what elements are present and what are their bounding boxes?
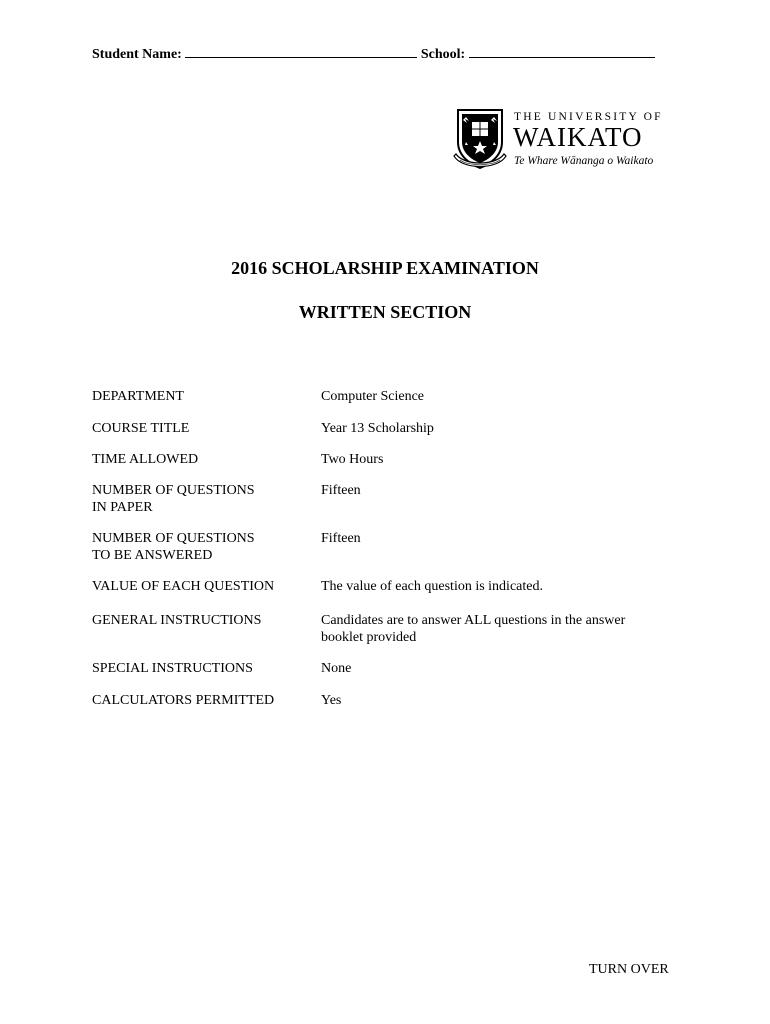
school-label: School: [420,47,466,62]
detail-label: GENERAL INSTRUCTIONS [92,613,262,628]
logo-maori-name: Te Whare Wānanga o Waikato [514,155,654,167]
detail-value: Candidates are to answer ALL questions in the answer booklet provided [321,613,626,645]
student-name-label: Student Name: [92,47,182,62]
student-name-field[interactable] [185,44,417,58]
section-title: WRITTEN SECTION [298,302,472,322]
university-crest-icon [452,108,508,172]
detail-value: None [321,661,352,676]
detail-label: COURSE TITLE [92,421,190,436]
detail-label: NUMBER OF QUESTIONS TO BE ANSWERED [92,531,255,563]
detail-value: Fifteen [321,531,361,546]
detail-value: Computer Science [321,389,425,404]
university-logo [452,108,667,172]
detail-value: Two Hours [321,452,384,467]
school-field[interactable] [469,44,655,58]
detail-value: Yes [321,693,342,708]
detail-label: SPECIAL INSTRUCTIONS [92,661,253,676]
detail-value: The value of each question is indicated. [321,579,543,594]
logo-university-name: WAIKATO [513,122,643,152]
exam-title: 2016 SCHOLARSHIP EXAMINATION [231,258,539,278]
detail-label: NUMBER OF QUESTIONS IN PAPER [92,483,255,515]
turn-over-note: TURN OVER [589,962,669,977]
detail-value: Year 13 Scholarship [321,421,434,436]
logo-line-1: THE UNIVERSITY OF [514,111,663,123]
detail-label: DEPARTMENT [92,389,184,404]
detail-label: CALCULATORS PERMITTED [92,693,275,708]
detail-label: VALUE OF EACH QUESTION [92,579,275,594]
header-fields [92,44,655,63]
detail-label: TIME ALLOWED [92,452,199,467]
detail-value: Fifteen [321,483,361,498]
